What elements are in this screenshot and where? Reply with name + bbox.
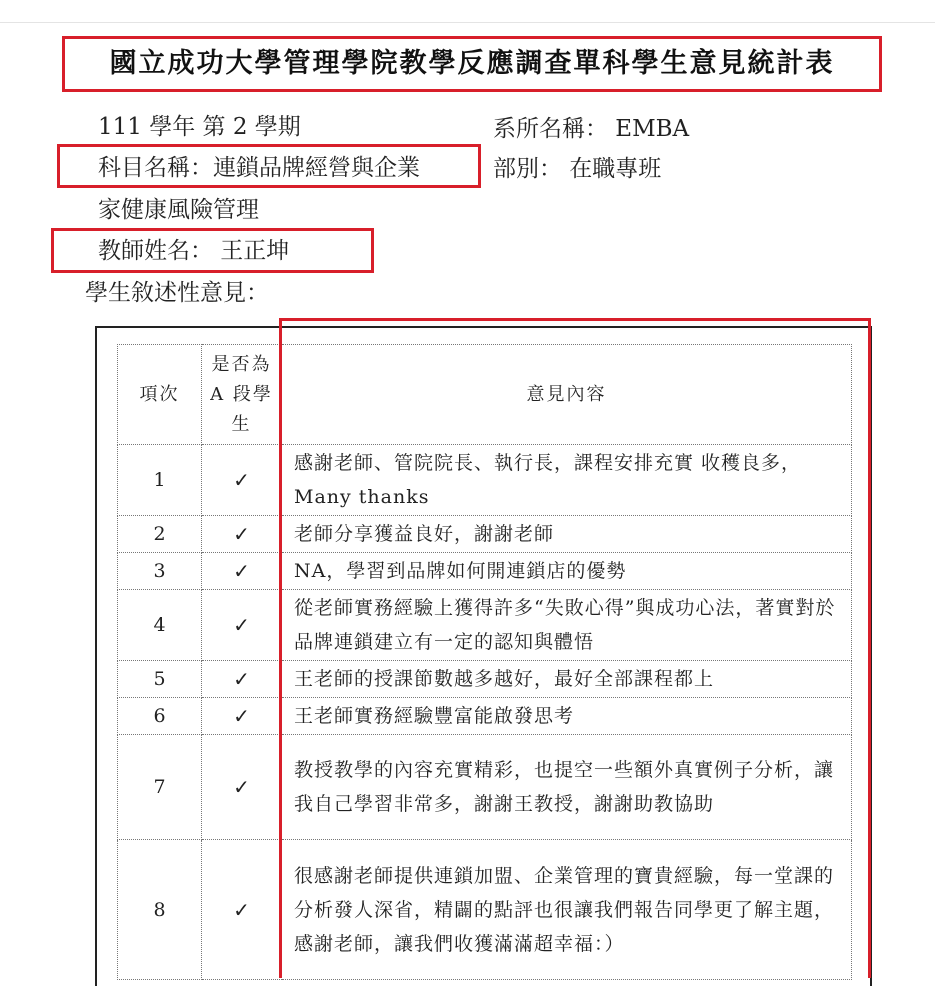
row-number: 5 (118, 661, 202, 698)
a-student-check: ✓ (202, 698, 282, 735)
comments-highlight-box (279, 318, 871, 978)
a-student-check: ✓ (202, 516, 282, 553)
row-number: 2 (118, 516, 202, 553)
row-number: 1 (118, 445, 202, 516)
row-number: 3 (118, 553, 202, 590)
comment-text: 王老師實務經驗豐富能啟發思考 (282, 698, 852, 735)
header-is-a-line2: A 段學 (210, 383, 273, 405)
a-student-check: ✓ (202, 661, 282, 698)
comments-heading: 學生敘述性意見： (85, 280, 269, 306)
division-label: 部別： 在職專班 (493, 156, 662, 182)
row-number: 4 (118, 590, 202, 661)
a-student-check: ✓ (202, 445, 282, 516)
header-item: 項次 (118, 345, 202, 445)
comment-text: 很感謝老師提供連鎖加盟、企業管理的寶貴經驗，每一堂課的分析發人深省，精闢的點評也很讓我們報告同學更了解主題，感謝老師，讓我們收獲滿滿超幸福：） (282, 840, 852, 980)
row-number: 6 (118, 698, 202, 735)
header-is-a-student (202, 345, 282, 445)
course-name-line2: 家健康風險管理 (98, 197, 259, 223)
a-student-check: ✓ (202, 553, 282, 590)
teacher-name: 教師姓名： 王正坤 (98, 238, 290, 264)
comment-text: 老師分享獲益良好，謝謝老師 (282, 516, 852, 553)
course-name-line1: 科目名稱：連鎖品牌經營與企業 (98, 155, 420, 181)
term-label: 111 學年 第 2 學期 (98, 114, 301, 140)
comment-text: 感謝老師、管院院長、執行長，課程安排充實 收穫良多，Many thanks (282, 445, 852, 516)
comment-text: 王老師的授課節數越多越好，最好全部課程都上 (282, 661, 852, 698)
comment-text: NA，學習到品牌如何開連鎖店的優勢 (282, 553, 852, 590)
department-label: 系所名稱： EMBA (493, 116, 690, 142)
a-student-check: ✓ (202, 840, 282, 980)
comment-text: 教授教學的內容充實精彩，也提空一些額外真實例子分析，讓我自己學習非常多，謝謝王教授，謝謝助教協助 (282, 735, 852, 840)
a-student-check: ✓ (202, 590, 282, 661)
comment-text: 從老師實務經驗上獲得許多“失敗心得”與成功心法，著實對於品牌連鎖建立有一定的認知與體悟 (282, 590, 852, 661)
page-title: 國立成功大學管理學院教學反應調查單科學生意見統計表 (109, 48, 835, 79)
row-number: 8 (118, 840, 202, 980)
row-number: 7 (118, 735, 202, 840)
header-is-a-line1: 是否為 (211, 353, 272, 375)
a-student-check: ✓ (202, 735, 282, 840)
page-top-divider (0, 22, 935, 23)
header-is-a-line3: 生 (231, 413, 252, 435)
header-content: 意見內容 (282, 345, 852, 445)
